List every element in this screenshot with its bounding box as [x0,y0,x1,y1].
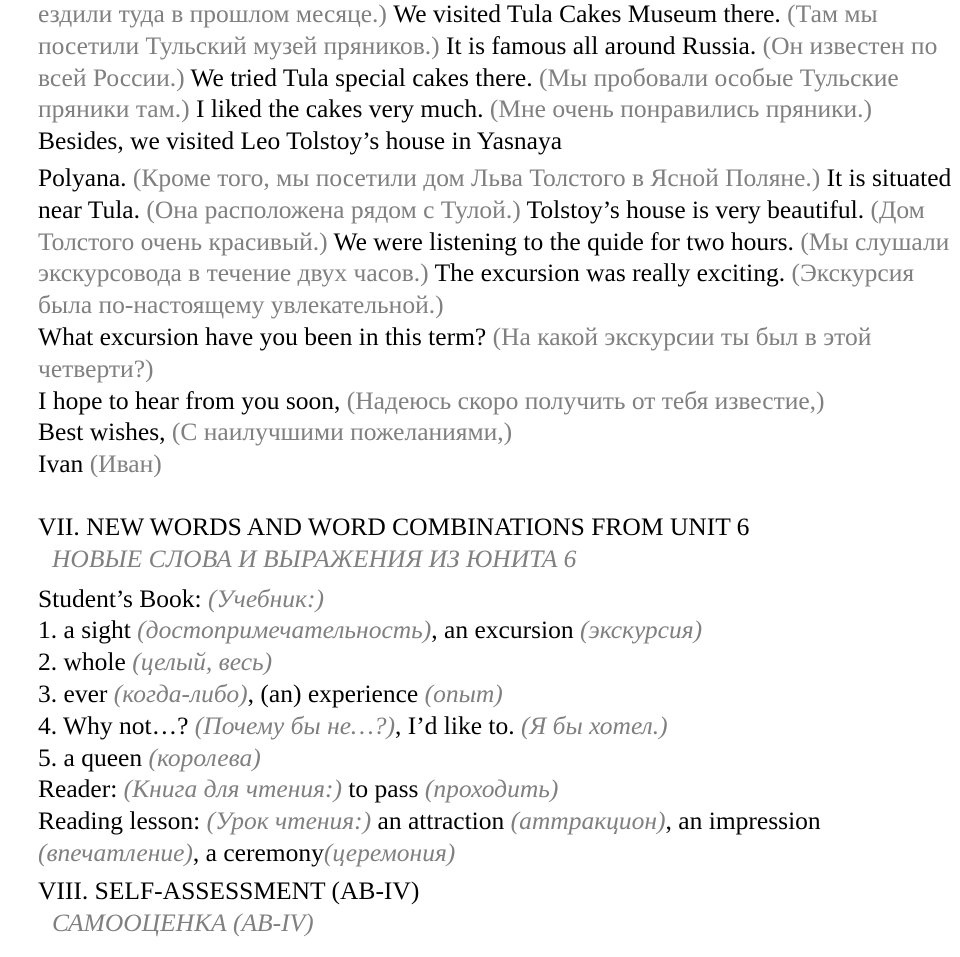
english-sentence: Best wishes, [38,417,166,447]
english-sentence: It is situated near Tula. [38,162,952,224]
students-book-label: Student’s Book: (Учебник:) [38,583,324,613]
vocab-item-5: 5. a queen (королева) [38,742,261,772]
letter-closing-hope [38,385,953,417]
document-page [38,0,953,946]
section-8-subtitle: САМООЦЕНКА (AB-IV) [52,907,314,937]
translation-text: (Мы пробовали особые Тульские пряники там.) [38,62,899,124]
english-sentence: We tried Tula special cakes there. [190,62,533,92]
translation-text: (Мне очень понравились пряники.) [489,94,873,124]
letter-signature [38,448,953,480]
english-sentence: The excursion was really exciting. [434,258,786,288]
english-sentence: Ivan [38,449,84,479]
reading-lesson-vocab: Reading lesson: (Урок чтения:) an attraction (аттракцион), an impression (впечатление), a ceremony(церемония) [38,806,821,867]
translation-text: (Учебник:) [208,583,324,613]
letter-body-continued [38,162,953,321]
translation-text: (Он известен по всей России.) [38,30,938,92]
english-sentence: Polyana. [38,162,127,192]
translation-text: (Она расположена рядом с Тулой.) [146,194,521,224]
letter-closing-wishes [38,416,953,448]
translation-text: (Надеюсь скоро получить от тебя известие,) [346,385,825,415]
section-7-subtitle: НОВЫЕ СЛОВА И ВЫРАЖЕНИЯ ИЗ ЮНИТА 6 [52,543,577,573]
translation-text: (Там мы посетили Тульский музей пряников.) [38,0,878,60]
english-sentence: Tolstoy’s house is very beautiful. [526,194,865,224]
english-sentence: Besides, we visited Leo Tolstoy’s house in Yasnaya [38,126,563,156]
english-sentence: I liked the cakes very much. [195,94,484,124]
translation-text: ездили туда в прошлом месяце.) [38,0,387,28]
spacer [38,480,953,511]
translation-text: (На какой экскурсии ты был в этой четверти?) [38,321,872,383]
vocab-item-4: 4. Why not…? (Почему бы не…?), I’d like to. (Я бы хотел.) [38,710,668,740]
section-8-title: VIII. SELF-ASSESSMENT (AB-IV) [38,875,420,905]
section-7-title: VII. NEW WORDS AND WORD COMBINATIONS FROM UNIT 6 [38,511,750,541]
vocab-item-3: 3. ever (когда-либо), (an) experience (опыт) [38,678,503,708]
translation-text: (Кроме того, мы посетили дом Льва Толстого в Ясной Поляне.) [132,162,821,192]
translation-text: (Мы слушали экскурсовода в течение двух часов.) [38,226,950,288]
vocab-item-2: 2. whole (целый, весь) [38,647,273,677]
translation-text: (Экскурсия была по-настоящему увлекательной.) [38,258,915,320]
translation-text: (Дом Толстого очень красивый.) [38,194,925,256]
english-sentence: We visited Tula Cakes Museum there. [393,0,781,28]
english-sentence: We were listening to the quide for two hours. [333,226,794,256]
letter-question [38,321,953,385]
reader-vocab: Reader: (Книга для чтения:) to pass (проходить) [38,774,559,804]
english-sentence: It is famous all around Russia. [446,30,757,60]
letter-body [38,0,953,157]
english-sentence: I hope to hear from you soon, [38,385,341,415]
translation-text: (Иван) [89,449,162,479]
translation-text: (С наилучшими пожеланиями,) [171,417,513,447]
vocab-item-1: 1. a sight (достопримечательность), an excursion (экскурсия) [38,615,703,645]
english-sentence: What excursion have you been in this term? [38,321,487,351]
